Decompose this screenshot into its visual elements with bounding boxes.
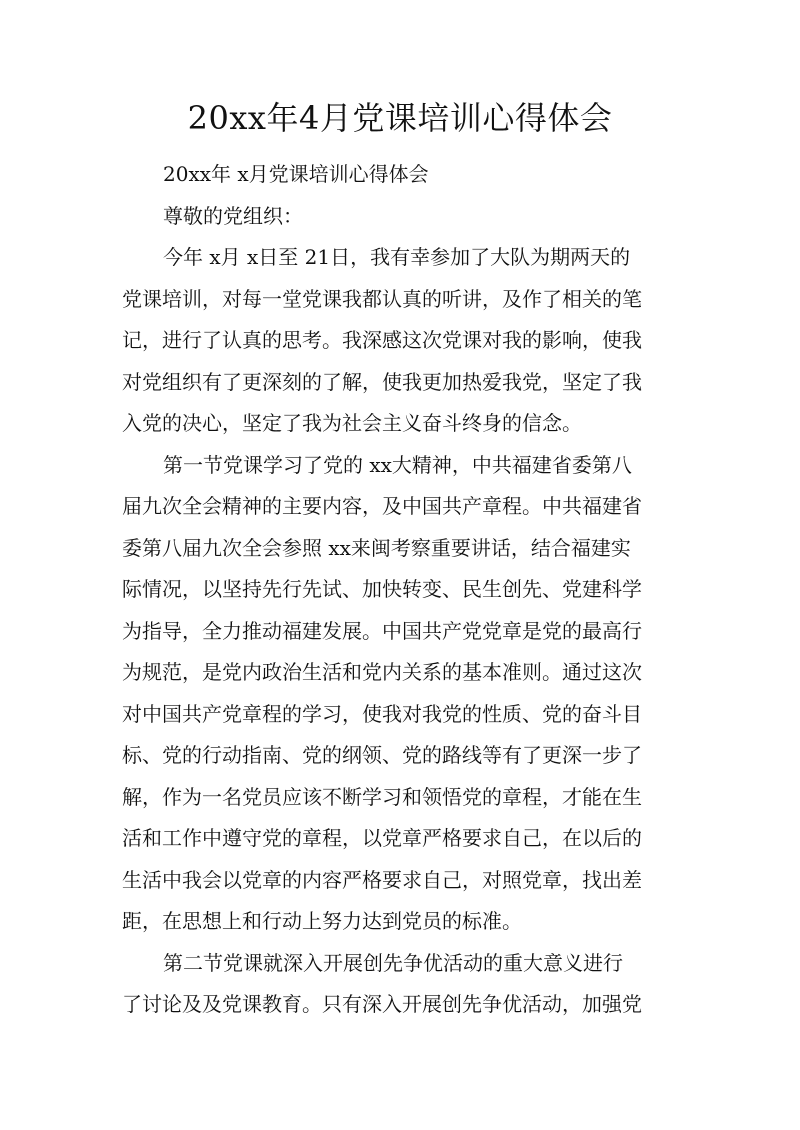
paragraph-line: 党课培训，对每一堂党课我都认真的听讲，及作了相关的笔 — [122, 286, 642, 311]
paragraph-3 — [122, 943, 682, 1026]
paragraph-line: 对中国共产党章程的学习，使我对我党的性质、党的奋斗目 — [122, 701, 642, 726]
paragraph-line: 解，作为一名党员应该不断学习和领悟党的章程，才能在生 — [122, 784, 642, 809]
paragraph-line: 第二节党课就深入开展创先争优活动的重大意义进行 — [163, 950, 623, 975]
paragraph-line: 际情况，以坚持先行先试、加快转变、民生创先、党建科学 — [122, 577, 642, 601]
paragraph-line: 距，在思想上和行动上努力达到党员的标准。 — [122, 909, 522, 933]
paragraph-line: 标、党的行动指南、党的纲领、党的路线等有了更深一步了 — [122, 743, 642, 767]
salutation: 尊敬的党组织： — [163, 203, 303, 228]
paragraph-2 — [122, 445, 682, 943]
paragraph-line: 活和工作中遵守党的章程，以党章严格要求自己，在以后的 — [122, 826, 642, 850]
paragraph-line: 了讨论及及党课教育。只有深入开展创先争优活动，加强党 — [122, 992, 642, 1016]
paragraph-line: 第一节党课学习了党的 xx大精神，中共福建省委第八 — [163, 452, 632, 477]
document-body — [122, 154, 682, 1026]
paragraph-line: 为指导，全力推动福建发展。中国共产党党章是党的最高行 — [122, 618, 642, 643]
paragraph-line: 生活中我会以党章的内容严格要求自己，对照党章，找出差 — [122, 867, 642, 892]
document-title: 20xx年4月党课培训心得体会 — [187, 99, 613, 137]
paragraph-line: 今年 x月 x日至 21日，我有幸参加了大队为期两天的 — [163, 245, 631, 269]
paragraph-line: 为规范，是党内政治生活和党内关系的基本准则。通过这次 — [122, 660, 642, 684]
paragraph-line: 届九次全会精神的主要内容，及中国共产章程。中共福建省 — [122, 494, 642, 518]
paragraph-1 — [122, 237, 682, 445]
paragraph-line: 记，进行了认真的思考。我深感这次党课对我的影响，使我 — [122, 328, 642, 352]
paragraph-line: 对党组织有了更深刻的了解，使我更加热爱我党，坚定了我 — [122, 369, 642, 394]
paragraph-line: 委第八届九次全会参照 xx来闽考察重要讲话，结合福建实 — [122, 535, 631, 560]
document-subtitle: 20xx年 x月党课培训心得体会 — [163, 162, 429, 186]
paragraph-line: 入党的决心，坚定了我为社会主义奋斗终身的信念。 — [122, 411, 582, 435]
